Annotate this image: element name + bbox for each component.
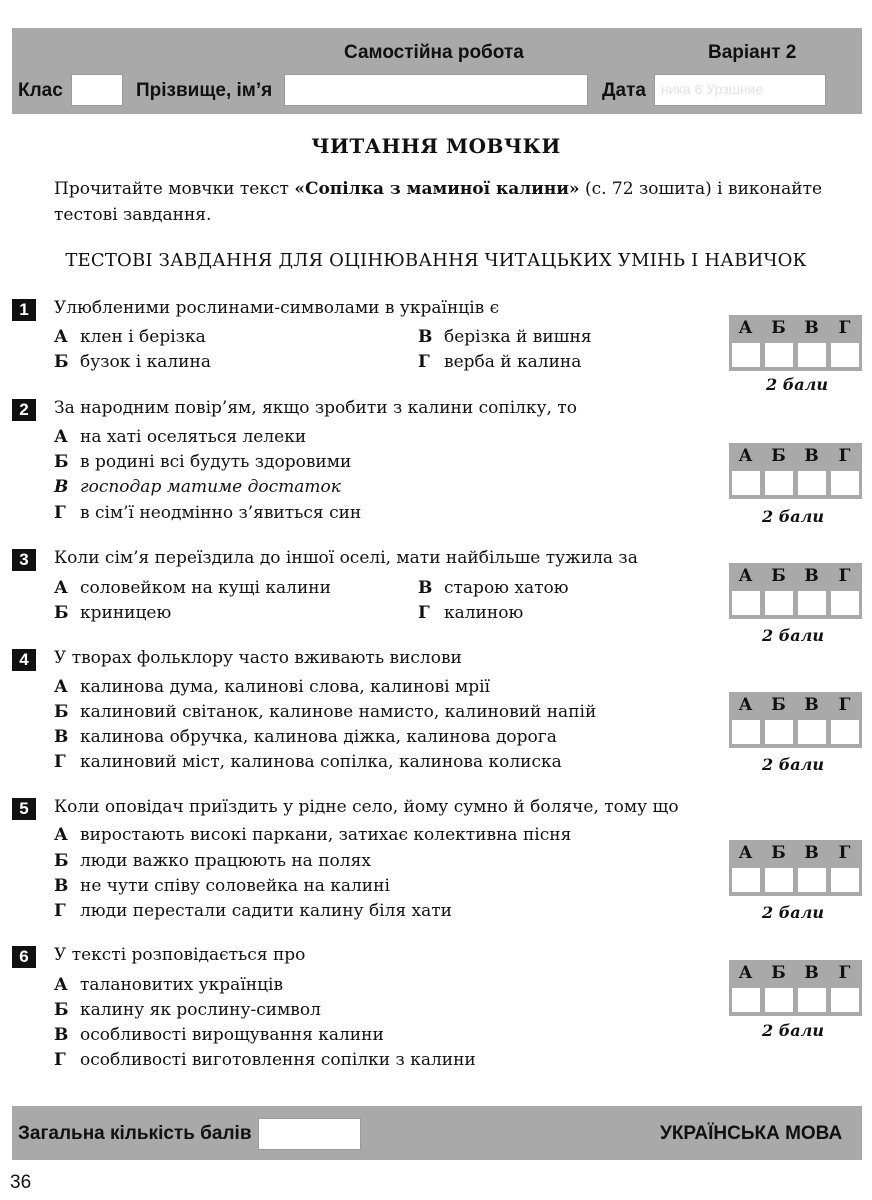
option-letter: Г [418, 603, 430, 623]
answer-grid-letter: Б [771, 695, 786, 715]
option-text: виростають високі паркани, затихає колективна пісня [80, 825, 572, 845]
points-label: 2 бали [762, 903, 824, 922]
answer-cell[interactable] [732, 720, 760, 744]
total-score-field[interactable] [258, 1118, 361, 1150]
question-text: За народним повір’ям, якщо зробити з калини сопілку, то [54, 398, 577, 418]
answer-option [54, 1000, 321, 1020]
answer-grid-letter: Б [771, 566, 786, 586]
question-number: 1 [12, 299, 36, 321]
option-letter: А [54, 327, 68, 347]
points-label: 2 бали [762, 755, 824, 774]
text-reference: «Сопілка з маминої калини» [294, 179, 580, 199]
answer-grid-letter: А [738, 843, 753, 863]
option-text: калинова дума, калинові слова, калинові мрії [80, 677, 490, 697]
name-field[interactable] [284, 74, 588, 106]
option-text: не чути співу соловейка на калині [80, 876, 390, 896]
answer-option [54, 677, 490, 697]
question-text: Коли сім’я переїздила до іншої оселі, мати найбільше тужила за [54, 548, 638, 568]
tasks-heading: ТЕСТОВІ ЗАВДАННЯ ДЛЯ ОЦІНЮВАННЯ ЧИТАЦЬКИХ УМІНЬ І НАВИЧОК [65, 250, 807, 271]
answer-grid-letter: Г [838, 843, 851, 863]
option-letter: В [54, 727, 69, 747]
answer-grid-letter: В [804, 963, 819, 983]
answer-cell[interactable] [798, 471, 826, 495]
option-letter: Б [54, 352, 69, 372]
answer-grid [729, 692, 862, 748]
option-text: на хаті оселяться лелеки [80, 427, 307, 447]
question-text: У тексті розповідається про [54, 945, 306, 965]
footer-band [12, 1106, 862, 1160]
question-number: 5 [12, 798, 36, 820]
option-text: люди перестали садити калину біля хати [80, 901, 453, 921]
points-label: 2 бали [762, 626, 824, 645]
answer-cell[interactable] [831, 720, 859, 744]
answer-option [54, 603, 171, 623]
option-letter: А [54, 975, 68, 995]
subject-label: УКРАЇНСЬКА МОВА [660, 1123, 843, 1144]
answer-cell[interactable] [765, 343, 793, 367]
answer-grid-letter: А [738, 566, 753, 586]
answer-grid [729, 960, 862, 1016]
work-title: Самостійна робота [344, 42, 524, 63]
section-title: ЧИТАННЯ МОВЧКИ [311, 134, 561, 158]
answer-option [54, 727, 557, 747]
answer-grid-letter: В [804, 566, 819, 586]
answer-option [54, 752, 562, 772]
option-letter: А [54, 825, 68, 845]
answer-cell[interactable] [798, 591, 826, 615]
option-text: соловейком на кущі калини [80, 578, 331, 598]
option-text: в сім’ї неодмінно з’явиться син [80, 503, 362, 523]
variant-label: Варіант 2 [708, 42, 797, 63]
answer-grid [729, 443, 862, 499]
option-text: люди важко працюють на полях [80, 851, 371, 871]
name-label: Прізвище, ім’я [136, 80, 273, 101]
question-text: Коли оповідач приїздить у рідне село, йому сумно й боляче, тому що [54, 797, 679, 817]
option-text: криницею [80, 603, 172, 623]
option-text: берізка й вишня [444, 327, 592, 347]
answer-option [54, 503, 361, 523]
option-text: калину як рослину-символ [80, 1000, 321, 1020]
class-label: Клас [18, 80, 63, 101]
answer-option [54, 578, 331, 598]
question-number: 2 [12, 399, 36, 421]
answer-grid-letter: В [804, 695, 819, 715]
answer-grid-letter: Б [771, 446, 786, 466]
answer-grid-letter: Г [838, 446, 851, 466]
answer-grid-letter: Г [838, 695, 851, 715]
option-text: старою хатою [444, 578, 569, 598]
option-letter: В [54, 1025, 69, 1045]
answer-option [418, 327, 592, 347]
option-text: талановитих українців [80, 975, 284, 995]
date-field[interactable]: ника 6 Урзшние [654, 74, 826, 106]
option-letter: В [54, 477, 69, 497]
header-band [12, 28, 862, 114]
answer-grid-letter: Б [771, 843, 786, 863]
option-text: бузок і калина [80, 352, 211, 372]
option-letter: А [54, 578, 68, 598]
answer-option [54, 477, 341, 497]
answer-option [54, 427, 306, 447]
answer-grid-letter: Б [771, 318, 786, 338]
option-letter: Б [54, 1000, 69, 1020]
answer-cell[interactable] [798, 868, 826, 892]
option-text: особливості виготовлення сопілки з калини [80, 1050, 476, 1070]
answer-cell[interactable] [798, 988, 826, 1012]
answer-grid-letter: А [738, 446, 753, 466]
option-text: калинова обручка, калинова діжка, калинова дорога [80, 727, 557, 747]
question-text: У творах фольклору часто вживають вислови [54, 648, 462, 668]
points-label: 2 бали [762, 507, 824, 526]
answer-option [418, 603, 523, 623]
answer-cell[interactable] [798, 343, 826, 367]
answer-option [54, 452, 351, 472]
option-text: калиновий світанок, калинове намисто, калиновий напій [80, 702, 597, 722]
answer-cell[interactable] [831, 343, 859, 367]
option-text: в родині всі будуть здоровими [80, 452, 352, 472]
option-letter: В [418, 578, 433, 598]
answer-cell[interactable] [732, 471, 760, 495]
class-field[interactable] [71, 74, 123, 106]
answer-option [54, 901, 452, 921]
question-number: 4 [12, 649, 36, 671]
option-letter: А [54, 427, 68, 447]
question-text: Улюбленими рослинами-символами в українців є [54, 298, 500, 318]
option-text: господар матиме достаток [80, 477, 341, 497]
option-letter: Г [54, 503, 66, 523]
answer-cell[interactable] [732, 343, 760, 367]
answer-cell[interactable] [732, 591, 760, 615]
answer-grid-letter: Г [838, 963, 851, 983]
answer-grid [729, 563, 862, 619]
answer-option [54, 876, 390, 896]
option-letter: Г [54, 1050, 66, 1070]
answer-option [54, 825, 571, 845]
answer-cell[interactable] [765, 988, 793, 1012]
answer-grid-letter: А [738, 963, 753, 983]
option-letter: Б [54, 603, 69, 623]
option-letter: А [54, 677, 68, 697]
answer-cell[interactable] [765, 868, 793, 892]
option-letter: Г [54, 901, 66, 921]
instructions [54, 176, 864, 228]
answer-grid-letter: А [738, 318, 753, 338]
date-label: Дата [602, 80, 646, 101]
answer-option [418, 352, 581, 372]
answer-cell[interactable] [831, 471, 859, 495]
option-letter: Г [54, 752, 66, 772]
answer-grid-letter: В [804, 843, 819, 863]
question-number: 3 [12, 549, 36, 571]
instructions-start: Прочитайте мовчки текст [54, 179, 295, 199]
option-letter: В [54, 876, 69, 896]
answer-cell[interactable] [831, 591, 859, 615]
answer-cell[interactable] [765, 591, 793, 615]
instructions-end: (с. 72 зошита) і виконайте тестові завдання. [54, 179, 823, 225]
answer-option [54, 327, 206, 347]
answer-grid-letter: Г [838, 318, 851, 338]
answer-cell[interactable] [765, 471, 793, 495]
answer-grid-letter: А [738, 695, 753, 715]
answer-cell[interactable] [765, 720, 793, 744]
option-letter: Г [418, 352, 430, 372]
answer-grid-letter: Г [838, 566, 851, 586]
question-number: 6 [12, 946, 36, 968]
option-letter: Б [54, 851, 69, 871]
answer-grid-letter: В [804, 318, 819, 338]
total-score-label: Загальна кількість балів [18, 1123, 252, 1144]
answer-cell[interactable] [798, 720, 826, 744]
answer-option [54, 1025, 384, 1045]
option-text: калиною [444, 603, 524, 623]
answer-cell[interactable] [732, 988, 760, 1012]
answer-cell[interactable] [831, 868, 859, 892]
answer-grid-letter: Б [771, 963, 786, 983]
answer-option [54, 702, 596, 722]
option-text: особливості вирощування калини [80, 1025, 384, 1045]
answer-cell[interactable] [732, 868, 760, 892]
page-number: 36 [10, 1172, 32, 1193]
answer-cell[interactable] [831, 988, 859, 1012]
answer-grid [729, 840, 862, 896]
option-text: калиновий міст, калинова сопілка, калинова колиска [80, 752, 562, 772]
option-letter: Б [54, 702, 69, 722]
option-text: клен і берізка [80, 327, 206, 347]
answer-option [54, 352, 211, 372]
option-letter: В [418, 327, 433, 347]
answer-option [54, 1050, 476, 1070]
answer-option [54, 851, 371, 871]
points-label: 2 бали [762, 1021, 824, 1040]
answer-grid-letter: В [804, 446, 819, 466]
option-text: верба й калина [444, 352, 582, 372]
points-label: 2 бали [766, 375, 828, 394]
answer-grid [729, 315, 862, 371]
option-letter: Б [54, 452, 69, 472]
answer-option [418, 578, 569, 598]
answer-option [54, 975, 283, 995]
